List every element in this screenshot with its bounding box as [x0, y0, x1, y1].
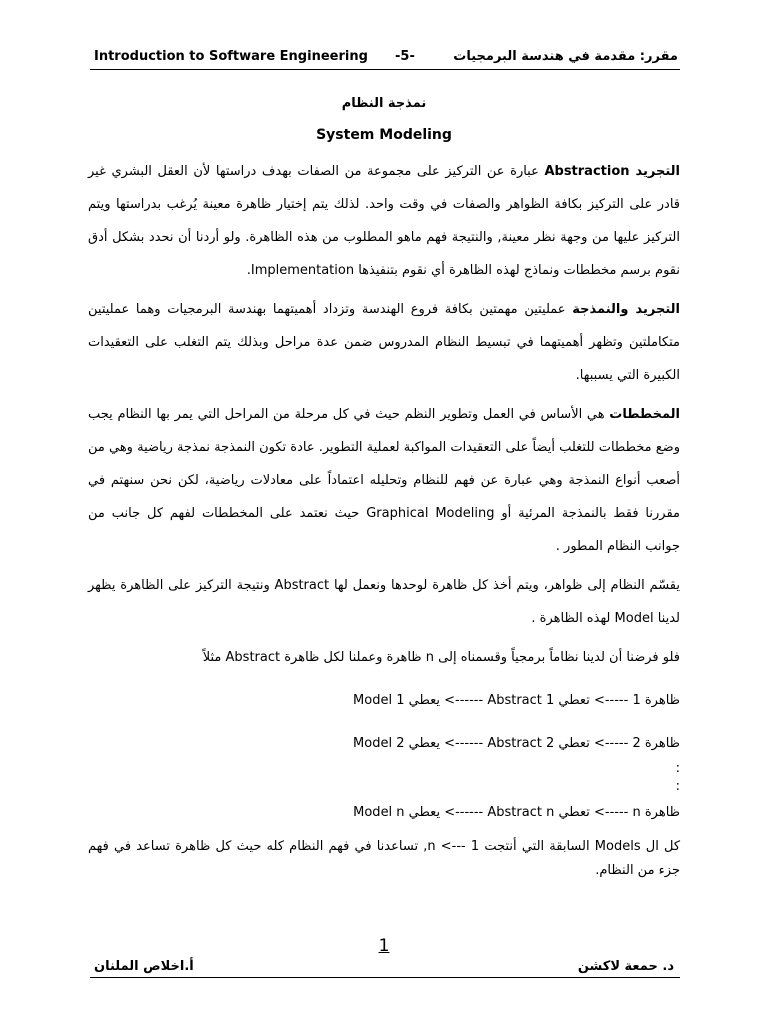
abstraction-text: عبارة عن التركيز على مجموعة من الصفات بهدف دراستها لأن العقل البشري غير قادر على التركيز بكافة الظواهر والصفات في وقت واحد. لذلك يتم إختيار ظاهرة معينة يُرغب بدراستها ويتم التركيز عليها من وجهة نظر معينة, والنتيجة فهم ماهو المطلوب من هذه الظاهرة. ولو أردنا أن نحدد بشكل أدق نقوم برسم مخططات ونماذج لهذه الظاهرة أي نقوم بتنفيذها Implementation.	[88, 164, 680, 278]
page-header	[90, 49, 680, 70]
term-diagrams: المخططات	[609, 407, 680, 422]
author-left: أ.اخلاص الملنان	[94, 959, 194, 974]
term-abstraction-modeling: التجريد والنمذجة	[572, 302, 680, 317]
header-page-marker: -5-	[395, 49, 415, 64]
mapping-line-1: ظاهرة 1 -----> تعطي Abstract 1 ------> يعطي Model 1	[353, 693, 680, 708]
paragraph-abstraction	[88, 155, 680, 287]
paragraph-abstraction-modeling	[88, 293, 680, 392]
course-title-arabic: مقرر: مقدمة في هندسة البرمجيات	[453, 49, 678, 64]
diagrams-text: هي الأساس في العمل وتطوير النظم حيث في كل مرحلة من المراحل التي يمر بها النظام يجب وضع مخططات للتغلب أيضاً على التعقيدات المواكبة لعملية التطوير. عادة تكون النمذجة نمذجة رياضية وهي من أصعب أنواع النمذجة وهي عبارة عن فهم للنظام وتحليله اعتماداً على معادلات رياضية، لكن نحن سنهتم في مقررنا فقط بالنمذجة المرئية أو Graphical Modeling حيث نعتمد على المخططات لفهم كل جانب من جوانب النظام المطور .	[88, 407, 681, 554]
course-title-english: Introduction to Software Engineering	[94, 49, 368, 64]
mapping-line-2: ظاهرة 2 -----> تعطي Abstract 2 ------> يعطي Model 2	[353, 736, 680, 751]
page-footer	[90, 959, 680, 978]
abstraction-modeling-text: عمليتين مهمتين بكافة فروع الهندسة وتزداد أهميتهما بهندسة البرمجيات وهما عمليتين متكاملتين وتظهر أهميتهما في تبسيط النظام المدروس ضمن عدة مراحل وبذلك يتم التغلب على التعقيدات الكبيرة التي يسببها.	[88, 302, 680, 383]
page-title-arabic: نمذجة النظام	[341, 96, 427, 111]
term-abstraction: التجريد Abstraction	[544, 164, 680, 179]
paragraph-assumption: فلو فرضنا أن لدينا نظاماً برمجياً وقسمناه إلى n ظاهرة وعملنا لكل ظاهرة Abstract مثلاً	[202, 650, 680, 665]
page-title-english: System Modeling	[316, 127, 452, 143]
paragraph-diagrams	[88, 398, 680, 563]
author-right: د. حمعة لاكشن	[577, 959, 674, 974]
document-body	[88, 155, 680, 889]
page-number: 1	[378, 936, 390, 956]
ellipsis-dot-2: :	[675, 779, 680, 794]
ellipsis-dot-1: :	[675, 761, 680, 776]
paragraph-conclusion: كل ال Models السابقة التي أنتجت 1 ---> n, تساعدنا في فهم النظام كله حيث كل ظاهرة تساعد في فهم جزء من النظام.	[88, 839, 681, 878]
mapping-line-n: ظاهرة n -----> تعطي Abstract n ------> يعطي Model n	[353, 805, 680, 820]
paragraph-system-split: يقسّم النظام إلى ظواهر، ويتم أخذ كل ظاهرة لوحدها ونعمل لها Abstract ونتيجة التركيز على الظاهرة يظهر لدينا Model لهذه الظاهرة .	[88, 578, 680, 626]
